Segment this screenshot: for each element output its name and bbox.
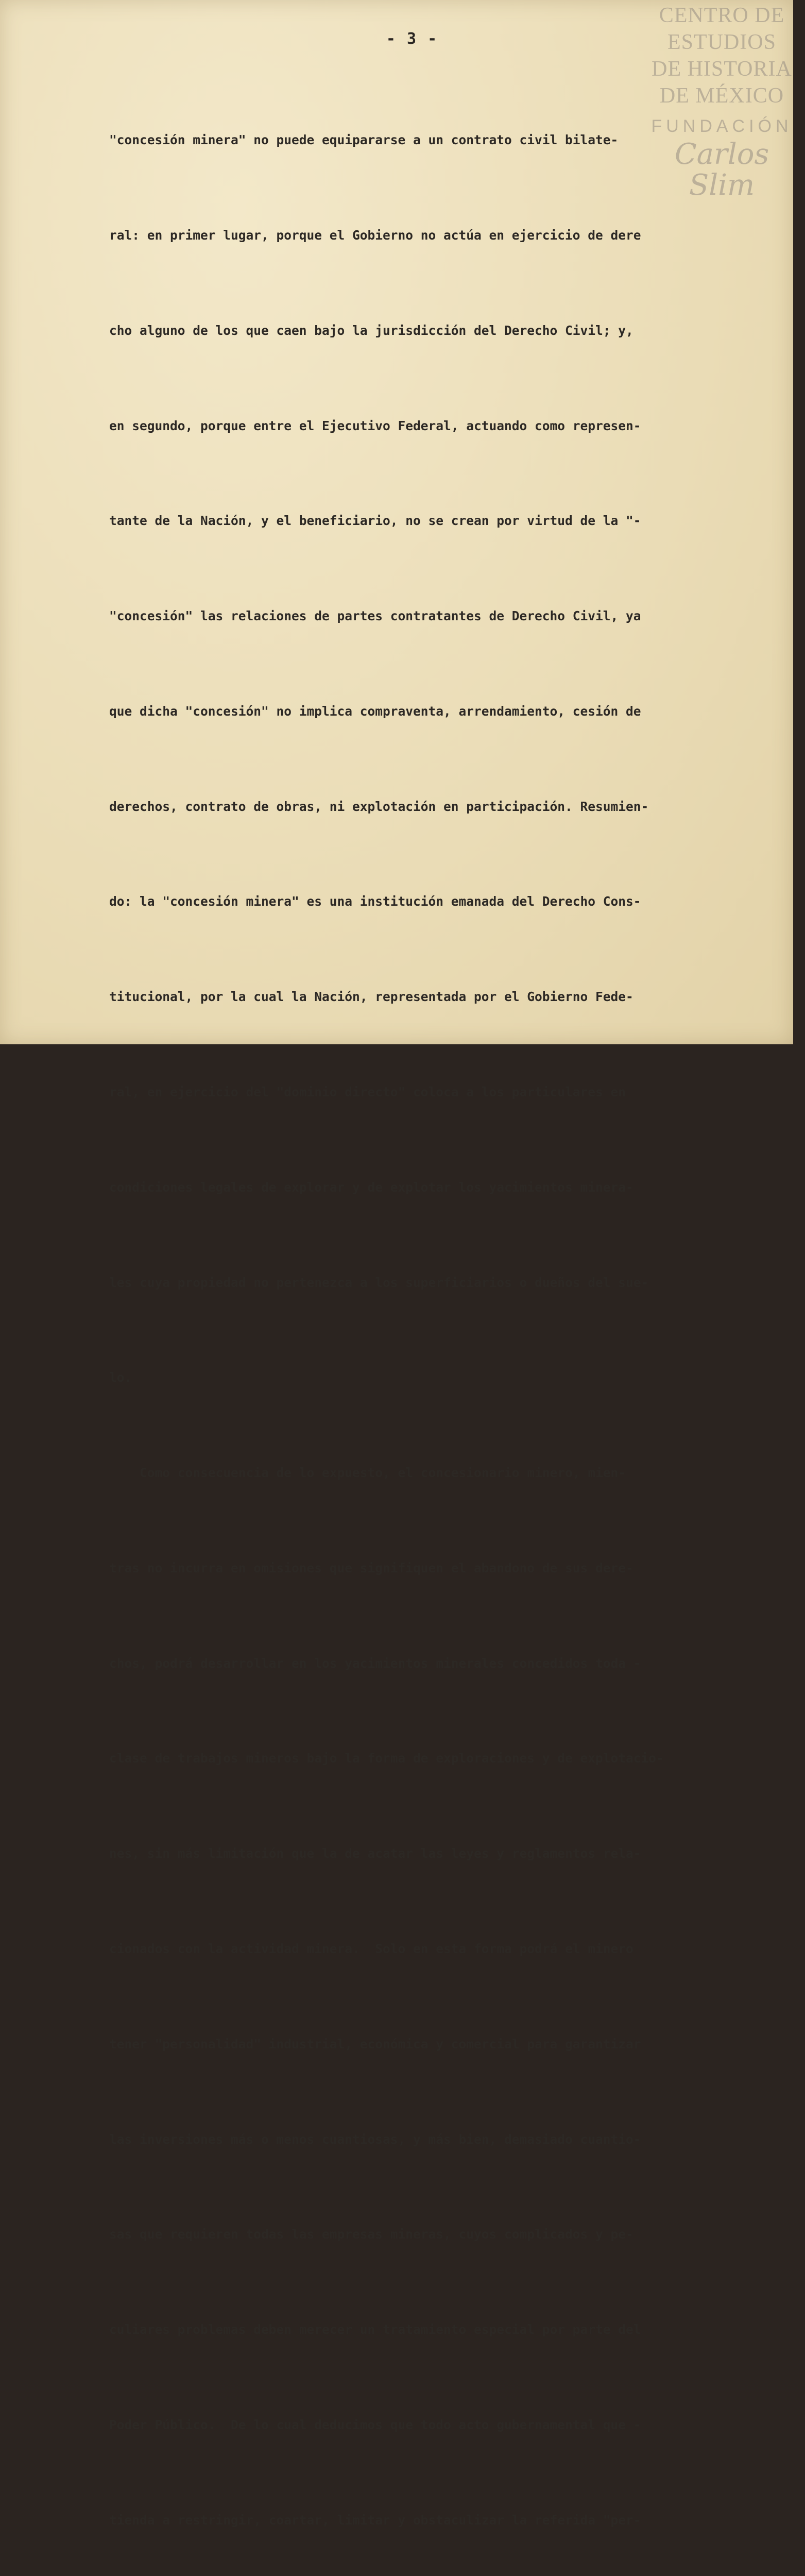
- text-line: titucional, por la cual la Nación, representada por el Gobierno Fede-: [109, 989, 633, 1005]
- text-line: ral, en ejercicio del "dominio directo" coloca a los particulares en: [109, 1084, 626, 1099]
- text-line: chos, podrá desarrollar en los yacimientos minerales concedidos toda -: [109, 1655, 641, 1671]
- text-line: Como consecuencia de lo expuesto, el concesionario minero, mien-: [109, 1465, 626, 1481]
- text-line: Poder Público. De lo cual deducimos que todo acto gubernamental que -: [109, 2417, 641, 2432]
- text-line: tener "personalidad" industrial, económica y comercial para garantizar: [109, 2036, 641, 2052]
- text-line: les cuya propiedad no pertenezca a los superficiarios o dueños del sue-: [109, 1275, 649, 1290]
- text-line: derechos, contrato de obras, ni explotación en participación. Resumien-: [109, 799, 649, 814]
- watermark-line-1: CENTRO DE: [659, 4, 785, 27]
- text-line: "concesión minera" no puede equipararse a un contrato civil bilate-: [109, 132, 619, 148]
- watermark-signature: Carlos Slim: [674, 138, 769, 202]
- watermark-line-4: DE MÉXICO: [659, 84, 784, 108]
- text-line: clase de trabajos mineros bajo la forma de exploraciones y de explotacio-: [109, 1751, 664, 1766]
- watermark-line-3: DE HISTORIA: [652, 57, 792, 81]
- text-line: las inversiones más o menos cuantiosas, y más bien, demasiado cuantio-: [109, 2131, 641, 2147]
- text-line: sas que requieren todas las empresas mineras, cuyos complicados y pe-: [109, 2227, 633, 2242]
- text-line: tienda a restringir, coartar, limitar y obstaculizar la referida "per-: [109, 2512, 641, 2528]
- text-line: "concesión" las relaciones de partes contratantes de Derecho Civil, ya: [109, 608, 641, 624]
- text-line: cionados con la actividad minera. Solo en esta forma podrá el minero: [109, 1941, 633, 1957]
- text-line: condiciones legales de explorar y de explotar los yacimientos minera-: [109, 1179, 633, 1195]
- text-line: lo.: [109, 1370, 132, 1385]
- text-line: en segundo, porque entre el Ejecutivo Federal, actuando como represen-: [109, 418, 641, 433]
- watermark-fundacion: FUNDACIÓN: [651, 116, 793, 136]
- text-line: tras no incurra en omisiones que signifiquen el abandono de sus dere-: [109, 1560, 633, 1575]
- text-line: tante de la Nación, y el beneficiario, no se crean por virtud de la "-: [109, 513, 641, 529]
- typewritten-body: [109, 61, 779, 2576]
- watermark-line-2: ESTUDIOS: [667, 30, 776, 54]
- page-number: - 3 -: [386, 30, 438, 48]
- text-line: cho alguno de los que caen bajo la jurisdicción del Derecho Civil; y,: [109, 323, 633, 338]
- text-line: que dicha "concesión" no implica compraventa, arrendamiento, cesión de: [109, 703, 641, 719]
- text-line: ral: en primer lugar, porque el Gobierno no actúa en ejercicio de dere: [109, 227, 641, 243]
- text-line: culiares problemas deben merecer un tratamiento especial por parte del: [109, 2322, 641, 2337]
- text-line: do: la "concesión minera" es una institución emanada del Derecho Cons-: [109, 894, 641, 909]
- text-line: nes, sin más limitación que la de acatar las leyes y reglamentos rela-: [109, 1846, 641, 1861]
